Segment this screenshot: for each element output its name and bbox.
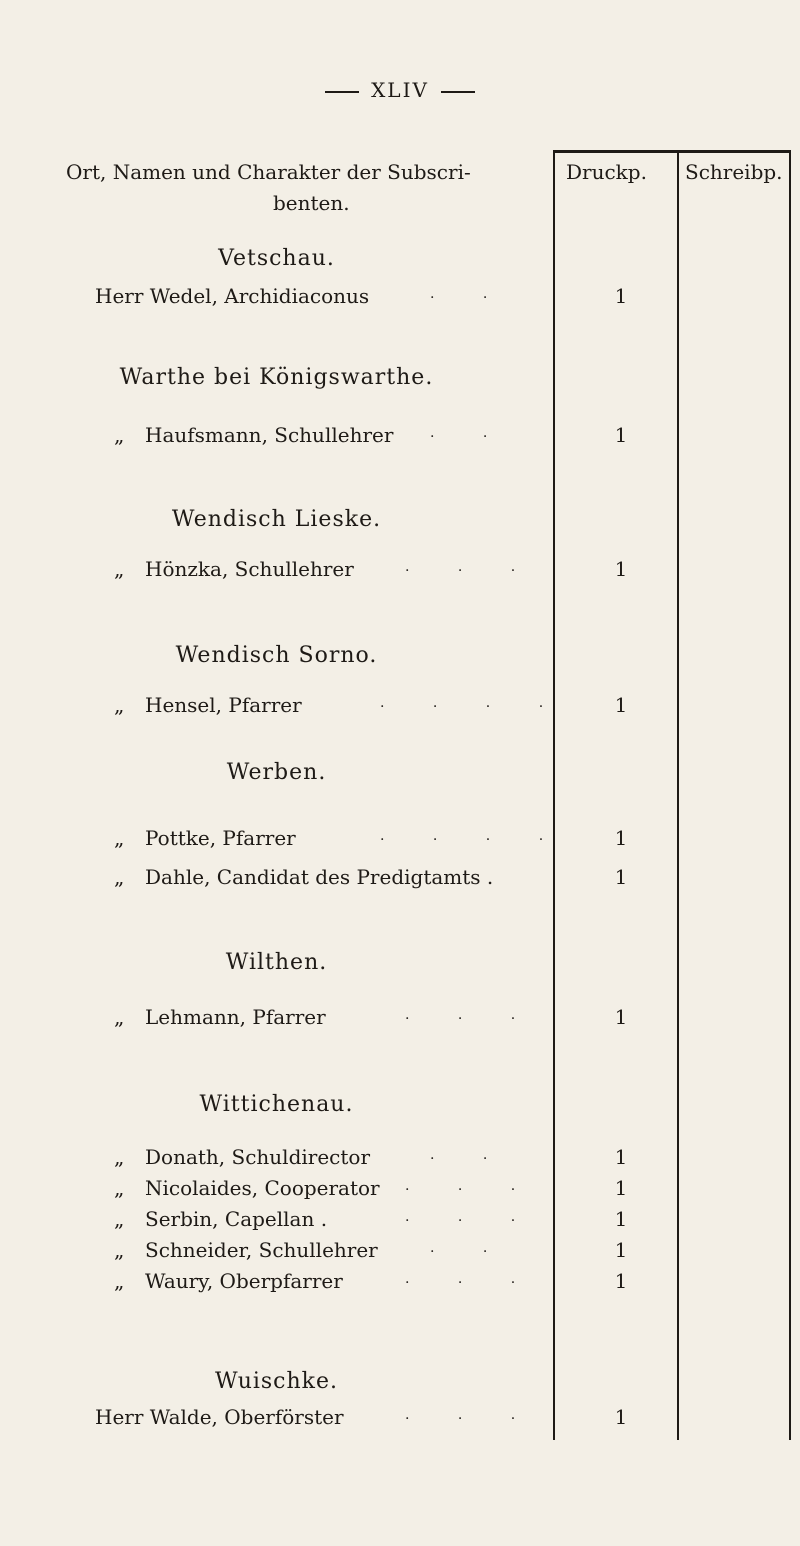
druck-count: 1: [614, 1005, 628, 1029]
subscriber-row: [0, 1405, 800, 1435]
druck-count: 1: [614, 284, 628, 308]
subscriber-row: [0, 557, 800, 587]
subscriber-name: Donath, Schuldirector: [145, 1145, 371, 1169]
leader-dots: . .: [430, 286, 510, 302]
subscriber-name: Haufsmann, Schullehrer: [145, 423, 394, 447]
druck-count: 1: [614, 1405, 628, 1429]
leader-dots: . .: [430, 1240, 510, 1256]
ditto-mark: „: [114, 423, 125, 447]
subscriber-row: [0, 1145, 800, 1175]
leader-dots: . . .: [405, 1007, 538, 1023]
subscriber-name: Nicolaides, Cooperator: [145, 1176, 380, 1200]
place-heading: Warthe bei Königswarthe.: [119, 365, 434, 390]
leader-dots: . . .: [405, 1178, 538, 1194]
column-header-names: Ort, Namen und Charakter der Subscri-: [66, 160, 471, 184]
subscriber-name: Schneider, Schullehrer: [145, 1238, 378, 1262]
druck-count: 1: [614, 1238, 628, 1262]
subscriber-row: [0, 1005, 800, 1035]
subscriber-row: [0, 1238, 800, 1268]
title-prefix: Herr: [95, 284, 144, 308]
name-text: Walde, Oberförster: [149, 1405, 344, 1429]
place-heading: Wendisch Lieske.: [171, 507, 382, 532]
ditto-mark: „: [114, 1176, 125, 1200]
subscriber-row: [0, 693, 800, 723]
place-heading: Wendisch Sorno.: [175, 643, 378, 668]
druck-count: 1: [614, 1269, 628, 1293]
subscriber-name: Hönzka, Schullehrer: [145, 557, 354, 581]
ditto-mark: „: [114, 1207, 125, 1231]
leader-dots: . . .: [405, 1271, 538, 1287]
subscriber-row: [0, 1207, 800, 1237]
leader-dots: . . . .: [380, 828, 566, 844]
subscriber-name: Lehmann, Pfarrer: [145, 1005, 326, 1029]
column-header-schreib: Schreibp.: [685, 160, 783, 184]
ditto-mark: „: [114, 1145, 125, 1169]
ditto-mark: „: [114, 826, 125, 850]
druck-count: 1: [614, 1207, 628, 1231]
ditto-mark: „: [114, 865, 125, 889]
leader-dots: . . . .: [380, 695, 566, 711]
subscriber-row: [0, 284, 800, 314]
druck-count: 1: [614, 557, 628, 581]
subscriber-name: Hensel, Pfarrer: [145, 693, 302, 717]
subscriber-row: [0, 826, 800, 856]
subscriber-row: [0, 1176, 800, 1206]
subscriber-name: Dahle, Candidat des Predigtamts .: [145, 865, 494, 889]
place-heading: Vetschau.: [218, 246, 335, 271]
druck-count: 1: [614, 1145, 628, 1169]
place-heading: Wuischke.: [214, 1369, 339, 1394]
leader-dots: . . .: [405, 1407, 538, 1423]
subscriber-row: [0, 423, 800, 453]
ditto-mark: „: [114, 1269, 125, 1293]
druck-count: 1: [614, 865, 628, 889]
druck-count: 1: [614, 826, 628, 850]
subscriber-row: [0, 865, 800, 895]
header-dash-left: [325, 91, 359, 93]
place-heading: Werben.: [226, 760, 327, 785]
subscriber-name: [95, 284, 369, 308]
leader-dots: . . .: [405, 559, 538, 575]
table-top-rule: [553, 150, 791, 153]
subscriber-name: Waury, Oberpfarrer: [145, 1269, 343, 1293]
druck-count: 1: [614, 423, 628, 447]
header-dash-right: [441, 91, 475, 93]
column-header-names-cont: benten.: [273, 191, 350, 215]
ditto-mark: „: [114, 1005, 125, 1029]
subscriber-name: Pottke, Pfarrer: [145, 826, 296, 850]
page-number: XLIV: [371, 78, 429, 102]
name-text: Wedel, Archidiaconus: [149, 284, 370, 308]
druck-count: 1: [614, 693, 628, 717]
place-heading: Wilthen.: [225, 950, 328, 975]
leader-dots: . .: [430, 425, 510, 441]
druck-count: 1: [614, 1176, 628, 1200]
subscriber-row: [0, 1269, 800, 1299]
ditto-mark: „: [114, 1238, 125, 1262]
column-header-druck: Druckp.: [566, 160, 647, 184]
ditto-mark: „: [114, 693, 125, 717]
page-header: [0, 78, 800, 102]
place-heading: Wittichenau.: [199, 1092, 354, 1117]
leader-dots: . . .: [405, 1209, 538, 1225]
subscriber-name: [95, 1405, 344, 1429]
ditto-mark: „: [114, 557, 125, 581]
title-prefix: Herr: [95, 1405, 144, 1429]
subscriber-name: Serbin, Capellan .: [145, 1207, 328, 1231]
leader-dots: . .: [430, 1147, 510, 1163]
